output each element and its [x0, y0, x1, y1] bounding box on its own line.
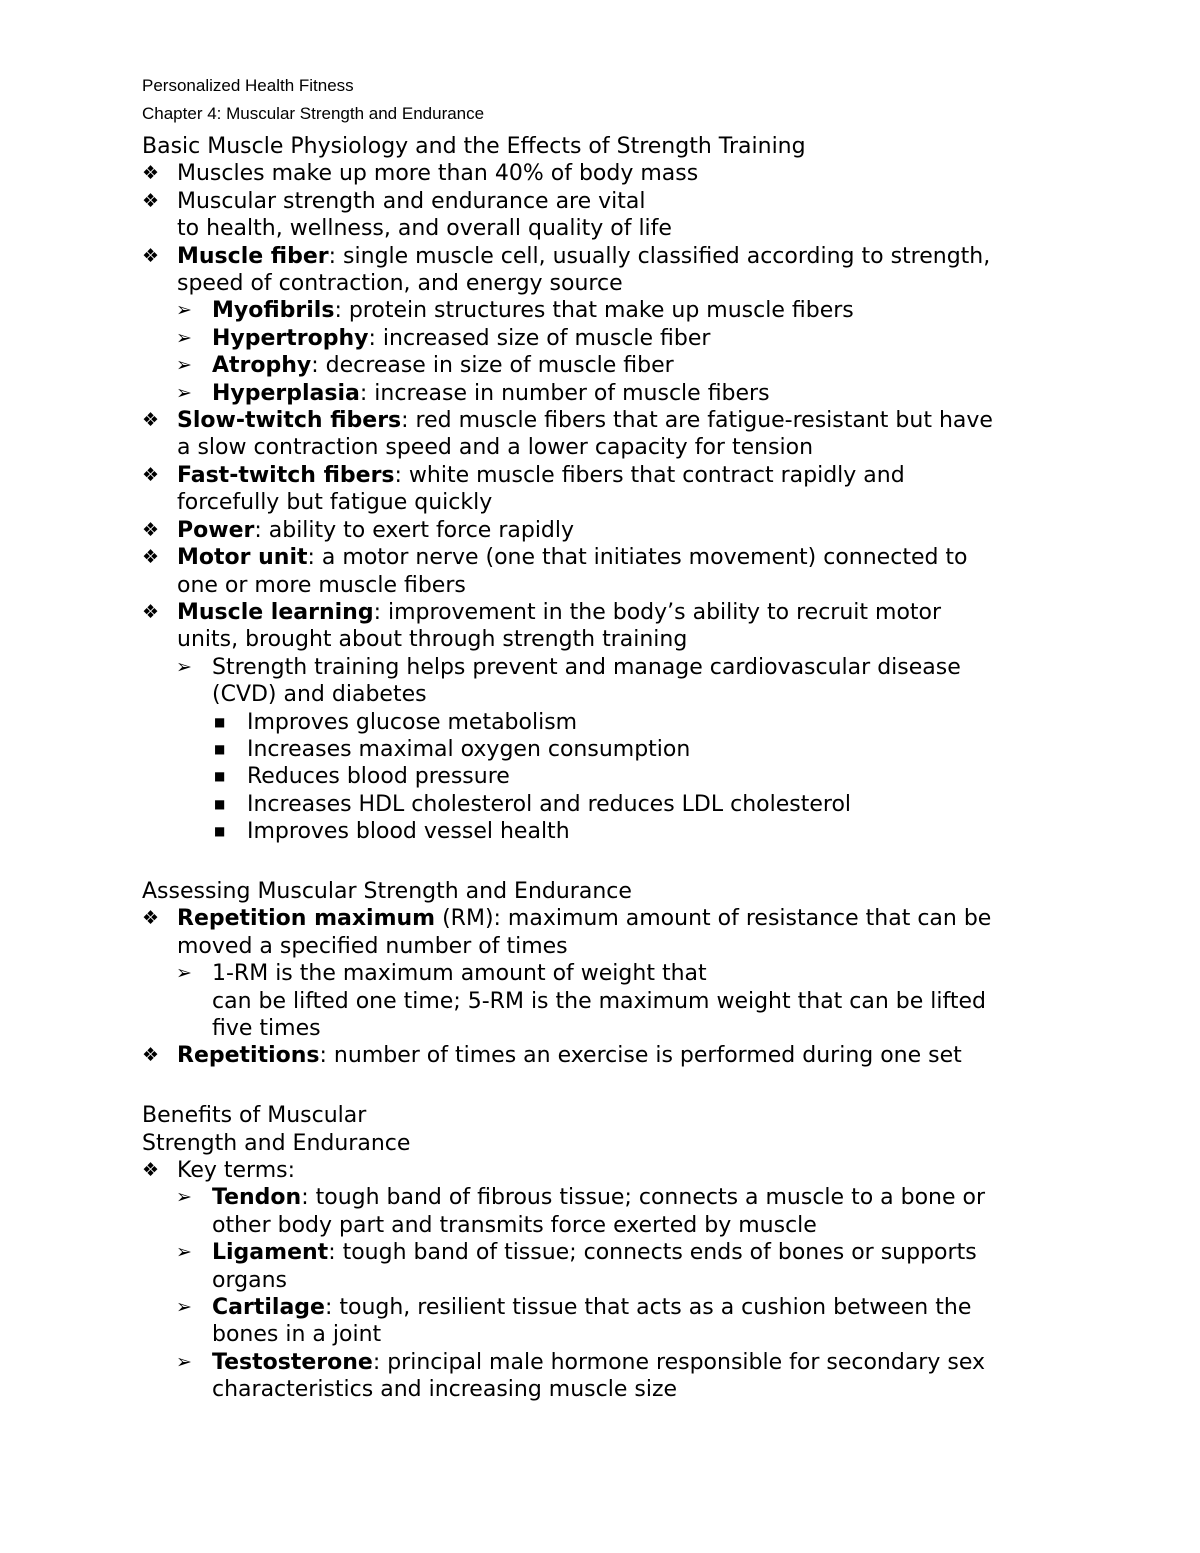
list-item	[142, 905, 1142, 960]
item-text: : red muscle fibers that are fatigue-resistant but have a slow contraction speed and a lower capacity for tension	[177, 408, 993, 461]
chapter-title: Chapter 4: Muscular Strength and Endurance	[142, 104, 485, 123]
arrow-bullet-icon: ➢	[176, 1241, 192, 1264]
term: Power	[177, 517, 255, 543]
square-bullet-icon: ■	[214, 741, 226, 756]
item-text: : increased size of muscle fiber	[368, 325, 711, 351]
section-spacer	[142, 1070, 1142, 1097]
item-text: Reduces blood pressure	[247, 764, 510, 790]
list-item	[142, 160, 1142, 187]
diamond-bullet-icon: ❖	[142, 244, 160, 267]
section-heading: Basic Muscle Physiology and the Effects of Strength Training	[142, 134, 806, 159]
list-item	[142, 243, 1142, 298]
section-spacer	[142, 846, 1142, 873]
term: Ligament	[212, 1240, 329, 1266]
term: Fast-twitch fibers	[177, 462, 395, 488]
list-item	[142, 960, 1142, 1042]
item-text: : white muscle fibers that contract rapidly and forcefully but fatigue quickly	[177, 462, 905, 516]
diamond-bullet-icon: ❖	[142, 463, 160, 486]
item-text: : tough, resilient tissue that acts as a cushion between the bones in a joint	[212, 1295, 972, 1348]
item-text: Muscles make up more than 40% of body mass	[177, 161, 699, 187]
list-item	[142, 763, 1142, 790]
square-bullet-icon: ■	[214, 714, 226, 729]
term: Cartilage	[212, 1295, 325, 1321]
term: Repetition maximum	[177, 906, 436, 932]
document-page	[142, 72, 1142, 1404]
diamond-bullet-icon: ❖	[142, 1159, 160, 1181]
list-item	[142, 599, 1142, 654]
list-item	[142, 654, 1142, 709]
list-item	[142, 462, 1142, 517]
list-item	[142, 407, 1142, 462]
item-text: : single muscle cell, usually classified according to strength, speed of contraction, and energy source	[177, 243, 991, 297]
list-item	[142, 1294, 1142, 1349]
arrow-bullet-icon: ➢	[176, 381, 192, 404]
item-text: 1-RM is the maximum amount of weight that can be lifted one time; 5-RM is the maximum weight that can be lifted five times	[212, 961, 987, 1041]
list-item	[142, 352, 1142, 379]
list-item	[142, 736, 1142, 763]
arrow-bullet-icon: ➢	[176, 1186, 192, 1209]
term: Hypertrophy	[212, 325, 369, 351]
list-item	[142, 325, 1142, 352]
list-item	[142, 1157, 1142, 1184]
diamond-bullet-icon: ❖	[142, 189, 160, 212]
arrow-bullet-icon: ➢	[176, 326, 192, 349]
diamond-bullet-icon: ❖	[142, 1044, 160, 1067]
item-text: Increases maximal oxygen consumption	[247, 736, 691, 762]
term: Muscle fiber	[177, 243, 329, 269]
item-text: Improves glucose metabolism	[247, 709, 578, 735]
arrow-bullet-icon: ➢	[176, 354, 192, 377]
diamond-bullet-icon: ❖	[142, 600, 160, 623]
item-text: : protein structures that make up muscle fibers	[334, 298, 854, 324]
item-text: Strength training helps prevent and manage cardiovascular disease (CVD) and diabetes	[212, 654, 961, 708]
item-text: : a motor nerve (one that initiates movement) connected to one or more muscle fibers	[177, 545, 968, 598]
term: Tendon	[212, 1185, 302, 1211]
arrow-bullet-icon: ➢	[176, 655, 192, 678]
list-item	[142, 1042, 1142, 1069]
item-text: Key terms:	[177, 1158, 296, 1183]
item-text: : principal male hormone responsible for secondary sex characteristics and increasing muscle size	[212, 1349, 985, 1403]
item-text: Improves blood vessel health	[247, 819, 570, 845]
term: Atrophy	[212, 353, 312, 379]
course-title: Personalized Health Fitness	[142, 76, 354, 95]
item-text: Increases HDL cholesterol and reduces LDL cholesterol	[247, 791, 852, 817]
diamond-bullet-icon: ❖	[142, 518, 160, 541]
list-item	[142, 709, 1142, 736]
item-text: Muscular strength and endurance are vital to health, wellness, and overall quality of life	[177, 188, 672, 242]
list-item	[142, 517, 1142, 544]
term: Repetitions	[177, 1043, 320, 1069]
arrow-bullet-icon: ➢	[176, 1350, 192, 1373]
notes-body	[142, 133, 1142, 1404]
item-text: : ability to exert force rapidly	[254, 517, 575, 543]
item-text: (RM): maximum amount of resistance that can be moved a specified number of times	[177, 906, 992, 959]
item-text: : improvement in the body’s ability to recruit motor units, brought about through strength training	[177, 599, 942, 653]
list-item	[142, 1349, 1142, 1404]
item-text: : increase in number of muscle fibers	[359, 380, 770, 406]
term: Hyperplasia	[212, 380, 360, 406]
list-item	[142, 380, 1142, 407]
list-item	[142, 791, 1142, 818]
section-heading: Assessing Muscular Strength and Endurance	[142, 878, 632, 904]
list-item	[142, 818, 1142, 845]
term: Slow-twitch fibers	[177, 408, 402, 434]
diamond-bullet-icon: ❖	[142, 162, 160, 185]
square-bullet-icon: ■	[214, 824, 226, 839]
diamond-bullet-icon: ❖	[142, 409, 160, 432]
square-bullet-icon: ■	[214, 796, 226, 811]
arrow-bullet-icon: ➢	[176, 299, 192, 322]
square-bullet-icon: ■	[214, 769, 226, 784]
item-text: : tough band of fibrous tissue; connects a muscle to a bone or other body part and transmits force exerted by muscle	[212, 1185, 986, 1238]
section-heading: Benefits of Muscular Strength and Endurance	[142, 1103, 411, 1156]
list-item	[142, 1239, 1142, 1294]
item-text: : number of times an exercise is performed during one set	[319, 1043, 962, 1069]
item-text: : decrease in size of muscle fiber	[311, 353, 674, 379]
arrow-bullet-icon: ➢	[176, 1296, 192, 1319]
diamond-bullet-icon: ❖	[142, 546, 160, 569]
diamond-bullet-icon: ❖	[142, 907, 160, 930]
list-item	[142, 188, 1142, 243]
term: Testosterone	[212, 1349, 373, 1375]
term: Muscle learning	[177, 599, 374, 625]
list-item	[142, 1184, 1142, 1239]
list-item	[142, 297, 1142, 324]
term: Motor unit	[177, 545, 308, 571]
term: Myofibrils	[212, 298, 335, 324]
arrow-bullet-icon: ➢	[176, 962, 192, 985]
item-text: : tough band of tissue; connects ends of bones or supports organs	[212, 1240, 977, 1293]
list-item	[142, 544, 1142, 599]
